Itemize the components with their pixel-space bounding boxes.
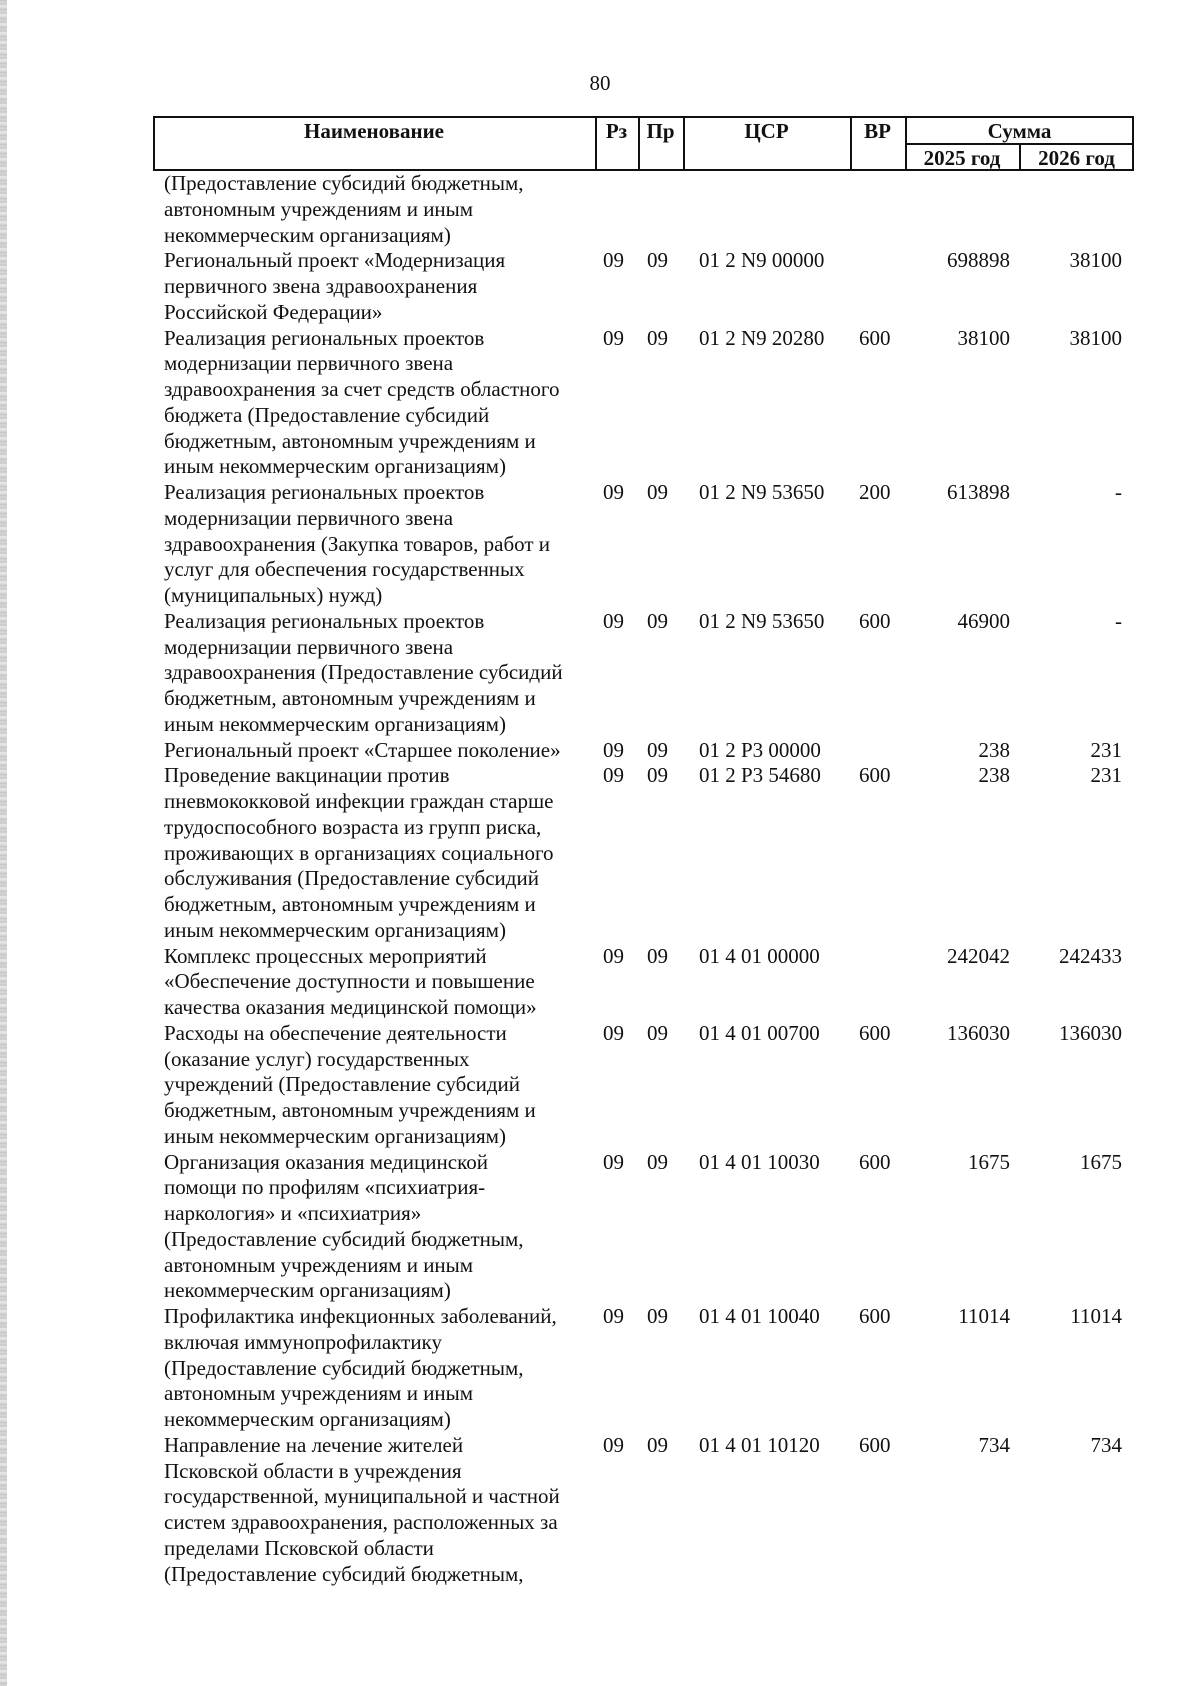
row-csr: 01 4 01 00000 <box>699 943 820 968</box>
header-rz: Рз <box>605 119 628 143</box>
row-sum-2026: 11014 <box>1070 1304 1122 1328</box>
row-pr: 09 <box>647 1149 668 1174</box>
row-vr: 600 <box>859 1432 891 1457</box>
row-csr: 01 4 01 10030 <box>699 1149 820 1174</box>
row-pr: 09 <box>647 1432 668 1457</box>
row-name: (Предоставление субсидий бюджетным, автономным учреждениям и иным некоммерческим организациям) <box>164 171 524 247</box>
page-number: 80 <box>589 71 611 95</box>
row-rz: 09 <box>603 1020 624 1045</box>
row-sum-2026: - <box>1115 480 1122 504</box>
table-row <box>0 326 1200 481</box>
table-row <box>0 763 1200 943</box>
row-name: Профилактика инфекционных заболеваний, включая иммунопрофилактику (Предоставление субсидий бюджетным, автономным учреждениям и иным некоммерческим организациям) <box>164 1304 557 1431</box>
row-name: Реализация региональных проектов модернизации первичного звена здравоохранения (Закупка товаров, работ и услуг для обеспечения государственных (муниципальных) нужд) <box>164 480 551 607</box>
table-row <box>0 171 1200 248</box>
row-csr: 01 4 01 10040 <box>699 1304 820 1328</box>
row-rz: 09 <box>603 737 624 762</box>
table-row <box>0 480 1200 609</box>
header-pr: Пр <box>646 119 675 143</box>
row-name: Направление на лечение жителей Псковской области в учреждения государственной, муниципальной и частной систем здравоохранения, расположенных за пределами Псковской области (Предоставление субсидий бюджетным, <box>164 1432 560 1586</box>
row-vr: 200 <box>859 480 891 504</box>
row-name: Организация оказания медицинской помощи по профилям «психиатрия- наркология» и «психиатрия» (Предоставление субсидий бюджетным, автономным учреждениям и иным некоммерческим организациям) <box>164 1149 524 1303</box>
row-csr: 01 2 N9 53650 <box>699 480 825 504</box>
table-row <box>0 248 1200 325</box>
row-pr: 09 <box>647 480 668 504</box>
row-sum-2025: 242042 <box>947 943 1010 968</box>
row-sum-2026: - <box>1115 608 1122 633</box>
row-csr: 01 2 N9 20280 <box>699 325 825 350</box>
row-sum-2025: 613898 <box>947 480 1010 504</box>
row-rz: 09 <box>603 943 624 968</box>
row-vr: 600 <box>859 1149 891 1174</box>
row-vr: 600 <box>859 325 891 350</box>
row-pr: 09 <box>647 1304 668 1328</box>
table-row <box>0 609 1200 738</box>
row-rz: 09 <box>603 1304 624 1328</box>
row-name: Реализация региональных проектов модернизации первичного звена здравоохранения за счет средств областного бюджета (Предоставление субсидий бюджетным, автономным учреждениям и иным некоммерческим организациям) <box>164 325 560 479</box>
row-sum-2026: 231 <box>1090 763 1122 788</box>
row-csr: 01 2 N9 53650 <box>699 608 825 633</box>
row-sum-2026: 1675 <box>1080 1149 1122 1174</box>
row-csr: 01 4 01 00700 <box>699 1020 820 1045</box>
row-sum-2025: 734 <box>978 1432 1010 1457</box>
row-vr: 600 <box>859 763 891 788</box>
row-rz: 09 <box>603 325 624 350</box>
row-csr: 01 2 P3 00000 <box>699 737 821 762</box>
row-rz: 09 <box>603 248 624 273</box>
row-sum-2025: 38100 <box>957 325 1010 350</box>
header-year-2026: 2026 год <box>1038 146 1115 170</box>
table-row <box>0 1304 1200 1433</box>
header-year-2025: 2025 год <box>923 146 1001 170</box>
row-pr: 09 <box>647 248 668 273</box>
table-body <box>0 171 1200 1587</box>
row-sum-2025: 46900 <box>957 608 1010 633</box>
row-pr: 09 <box>647 1020 668 1045</box>
row-csr: 01 2 N9 00000 <box>699 248 825 273</box>
row-sum-2026: 231 <box>1090 737 1122 762</box>
table-row <box>0 1150 1200 1305</box>
header-name: Наименование <box>304 119 444 143</box>
row-pr: 09 <box>647 943 668 968</box>
row-sum-2025: 1675 <box>968 1149 1010 1174</box>
table-row <box>0 1433 1200 1588</box>
row-pr: 09 <box>647 608 668 633</box>
row-name: Расходы на обеспечение деятельности (оказание услуг) государственных учреждений (Предоставление субсидий бюджетным, автономным учреждениям и иным некоммерческим организациям) <box>164 1020 536 1148</box>
row-sum-2025: 698898 <box>947 248 1010 273</box>
row-sum-2025: 238 <box>978 737 1010 762</box>
row-name: Реализация региональных проектов модернизации первичного звена здравоохранения (Предоставление субсидий бюджетным, автономным учреждениям и иным некоммерческим организациям) <box>164 608 563 736</box>
header-vr: ВР <box>864 119 891 143</box>
table-row <box>0 944 1200 1021</box>
row-rz: 09 <box>603 1149 624 1174</box>
row-pr: 09 <box>647 763 668 788</box>
row-vr: 600 <box>859 1020 891 1045</box>
header-sum: Сумма <box>987 119 1052 143</box>
row-name: Комплекс процессных мероприятий «Обеспечение доступности и повышение качества оказания медицинской помощи» <box>164 943 537 1019</box>
row-csr: 01 4 01 10120 <box>699 1432 820 1457</box>
row-sum-2025: 136030 <box>947 1020 1010 1045</box>
row-sum-2025: 11014 <box>958 1304 1010 1328</box>
row-name: Региональный проект «Модернизация первичного звена здравоохранения Российской Федерации» <box>164 248 506 324</box>
row-sum-2026: 38100 <box>1069 325 1122 350</box>
row-sum-2026: 38100 <box>1069 248 1122 273</box>
row-rz: 09 <box>603 763 624 788</box>
row-pr: 09 <box>647 325 668 350</box>
row-vr: 600 <box>859 1304 891 1328</box>
table-row <box>0 738 1200 764</box>
row-name: Региональный проект «Старшее поколение» <box>164 737 561 762</box>
header-csr: ЦСР <box>744 119 789 143</box>
row-csr: 01 2 P3 54680 <box>699 763 821 788</box>
row-rz: 09 <box>603 1432 624 1457</box>
row-vr: 600 <box>859 608 891 633</box>
row-sum-2026: 136030 <box>1059 1020 1122 1045</box>
row-rz: 09 <box>603 608 624 633</box>
row-sum-2026: 734 <box>1090 1432 1122 1457</box>
table-row <box>0 1021 1200 1150</box>
table-header <box>153 116 1134 171</box>
row-sum-2025: 238 <box>978 763 1010 788</box>
row-sum-2026: 242433 <box>1059 943 1122 968</box>
row-rz: 09 <box>603 480 624 504</box>
row-pr: 09 <box>647 737 668 762</box>
row-name: Проведение вакцинации против пневмококковой инфекции граждан старше трудоспособного возраста из групп риска, проживающих в организациях социального обслуживания (Предоставление субсидий бюджетным, автономным учреждениям и иным некоммерческим организациям) <box>164 763 554 942</box>
